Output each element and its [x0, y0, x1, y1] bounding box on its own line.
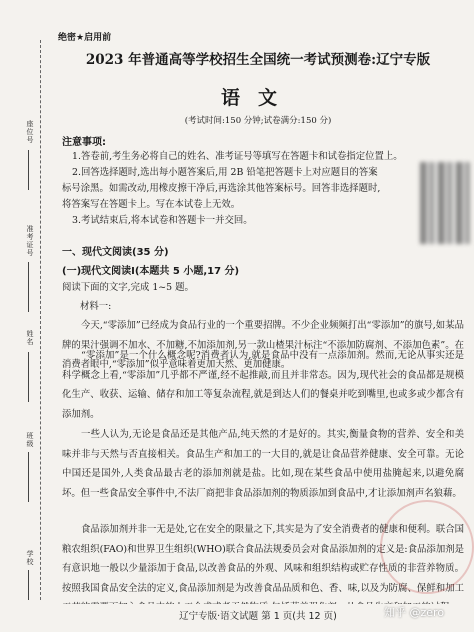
margin-blank-school — [28, 570, 29, 600]
margin-blank-class — [28, 452, 29, 502]
subject-title: 语文 — [220, 87, 295, 109]
margin-label-ticket: 准考证号 — [26, 225, 34, 257]
margin-blank-seat — [28, 150, 29, 190]
paragraph-1: 今天,“零添加”已经成为食品行业的一个重要招牌。不少企业频频打出“零添加”的旗号,如某品牌的果汁强调不加水、不加糖,不加添加剂,另一款山楂果汁标注“不添加防腐剂、不添加色素”。在消费者眼中,“零添加”似乎意味着更加天然、更加健康。 — [62, 320, 464, 371]
reading-instruction: 阅读下面的文字,完成 1~5 题。 — [62, 282, 194, 293]
margin-blank-ticket — [28, 262, 29, 312]
faint-stamp — [380, 500, 474, 594]
margin-label-name: 姓名 — [26, 330, 34, 346]
margin-label-class: 班级 — [26, 432, 34, 448]
notice-item-3: 3.考试结束后,将本试卷和答题卡一并交回。 — [72, 215, 253, 226]
page-footer: 辽宁专版·语文试题 第 1 页(共 12 页) — [179, 611, 337, 622]
notice-item-2-cont: 标号涂黑。如需改动,用橡皮擦干净后,再选涂其他答案标号。回答非选择题时, — [62, 183, 381, 194]
notice-item-1: 1.答卷前,考生务必将自己的姓名、准考证号等填写在答题卡和试卷指定位置上。 — [72, 151, 403, 162]
binding-dash-line — [40, 40, 41, 600]
margin-blank-name — [28, 352, 29, 402]
section-part1-sub: (一)现代文阅读Ⅰ(本题共 5 小题,17 分) — [62, 266, 240, 277]
material-label: 材料一: — [80, 301, 112, 312]
margin-label-school: 学校 — [26, 550, 34, 566]
notice-item-2: 2.回答选择题时,选出每小题答案后,用 2B 铅笔把答题卡上对应题目的答案 — [72, 167, 378, 178]
watermark: 知乎 @zero — [384, 606, 445, 619]
secret-label: 绝密★启用前 — [58, 33, 112, 43]
binding-margin — [0, 0, 52, 632]
exam-info: (考试时间:150 分钟;试卷满分:150 分) — [184, 116, 332, 126]
margin-label-seat: 座位号 — [26, 120, 34, 144]
notice-title: 注意事项: — [62, 137, 106, 148]
exam-title: 2023 年普通高等学校招生全国统一考试预测卷:辽宁专版 — [85, 52, 431, 68]
paragraph-4: 食品添加剂并非一无是处,它在安全的限量之下,其实是为了安全消费者的健康和便利。联合国粮农组织(FAO)和世界卫生组织(WHO)联合食品法规委员会对食品添加剂的定义是:食品添加剂是有意识地一般以少量添加于食品,以改善食品的外观、风味和组织结构或贮存性质的非营养物质。按照我国食品安全法的定义,食品添加剂是为改善食品品质和色、香、味,以及为防腐、保鲜和加工 — [62, 524, 464, 594]
paragraph-3: 一些人认为,无论是食品还是其他产品,纯天然的才是好的。其实,衡量食物的营养、安全和美味并非与天然与否直接相关。食品生产和加工的一大目的,就是让食品营养健康、安全可靠。无论中国还是国外,人类食品最古老的添加剂就是盐。比如,现在某些食品中使用盐腌起来,以避免腐坏。但一些食品安全事件中,不法厂商把非食品添加剂的物质添加到食品中,才让添加剂声名狼藉。 — [62, 429, 464, 499]
notice-item-2-end: 将答案写在答题卡上。写在本试卷上无效。 — [62, 199, 241, 210]
blurred-barcode — [420, 162, 470, 244]
paragraph-2: “零添加”是一个什么概念呢?消费者认为,就是食品中没有一点添加剂。然而,无论从事实还是科学概念上看,“零添加”几乎都不严谨,经不起推敲,而且并非常态。因为,现代社会的食品都是规模化生产、收获、运输、储存和加工等复杂流程,就是到达人们的餐桌并吃到嘴里,也或多或少都含有添加剂。 — [62, 350, 464, 420]
section-part1: 一、现代文阅读(35 分) — [62, 247, 169, 258]
